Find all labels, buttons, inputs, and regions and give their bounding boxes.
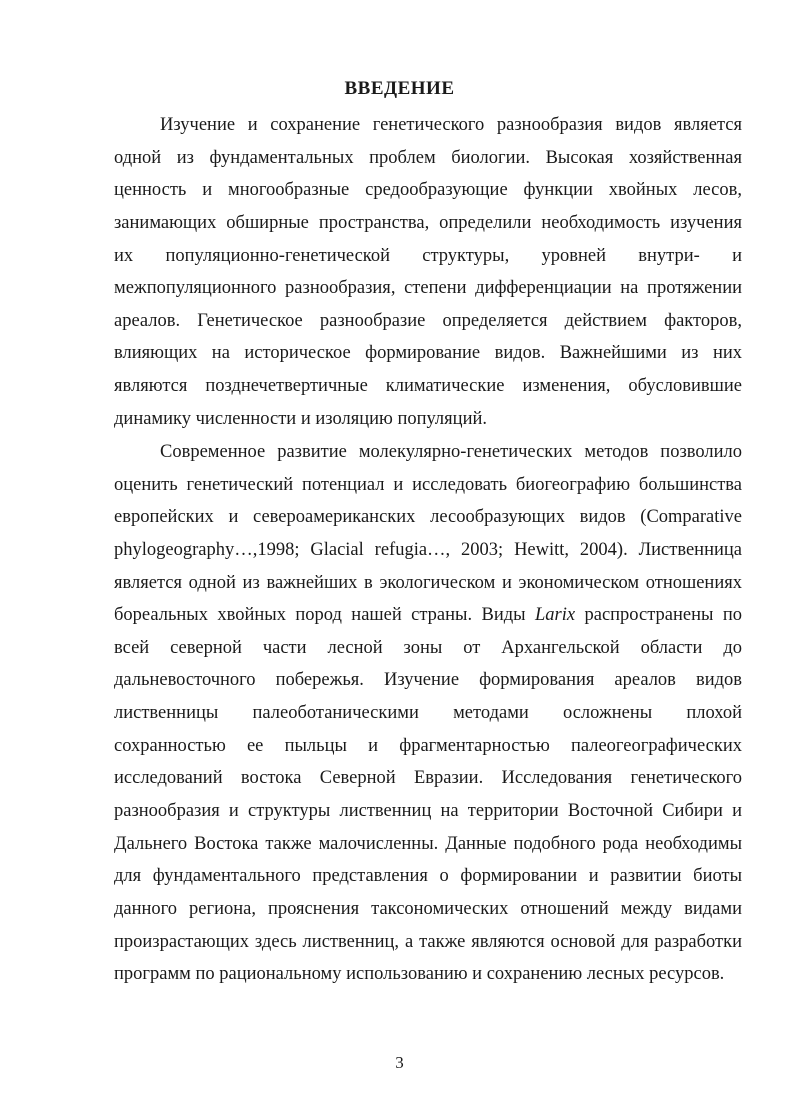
text-line [114, 601, 742, 634]
text-line: программ по рациональному использованию и сохранению лесных ресурсов. [114, 964, 725, 985]
text-line: произрастающих здесь лиственниц, а также являются основой для разработки [114, 931, 742, 952]
text-line: их популяционно-генетической структуры, уровней внутри- и [114, 245, 742, 266]
paragraph [114, 438, 742, 993]
page-number: 3 [395, 1053, 404, 1072]
text-line: Дальнего Востока также малочисленны. Данные подобного рода необходимы [114, 833, 742, 854]
line-text: распространены по [575, 605, 742, 626]
text-line: сохранностью ее пыльцы и фрагментарностью палеогеографических [114, 735, 742, 756]
text-line: европейских и североамериканских лесообразующих видов (Comparative [114, 507, 742, 528]
paragraph [114, 111, 742, 437]
text-line: являются позднечетвертичные климатические изменения, обусловившие [114, 376, 742, 397]
text-line: Изучение и сохранение генетического разнообразия видов является [160, 115, 742, 135]
text-line: исследований востока Северной Евразии. Исследования генетического [114, 768, 742, 789]
text-line: занимающих обширные пространства, определили необходимость изучения [114, 212, 742, 233]
text-line: влияющих на историческое формирование видов. Важнейшими из них [114, 343, 742, 364]
text-line: лиственницы палеоботаническими методами осложнены плохой [114, 703, 742, 724]
text-line: является одной из важнейших в экологическом и экономическом отношениях [114, 572, 742, 593]
text-line: разнообразия и структуры лиственниц на территории Восточной Сибири и [114, 801, 742, 822]
text-line: ареалов. Генетическое разнообразие определяется действием факторов, [114, 310, 742, 331]
text-line: межпопуляционного разнообразия, степени дифференциации на протяжении [114, 278, 742, 299]
text-line: Современное развитие молекулярно-генетических методов позволило [160, 442, 742, 462]
text-line: ценность и многообразные средообразующие функции хвойных лесов, [114, 180, 742, 201]
line-text: бореальных хвойных пород нашей страны. Виды [114, 605, 535, 626]
page-title: ВВЕДЕНИЕ [344, 78, 455, 99]
text-line: для фундаментального представления о формировании и развитии биоты [114, 866, 742, 887]
text-line: дальневосточного побережья. Изучение формирования ареалов видов [114, 670, 742, 691]
text-line: phylogeography…,1998; Glacial refugia…, 2003; Hewitt, 2004). Лиственница [114, 539, 742, 560]
text-line: одной из фундаментальных проблем биологии. Высокая хозяйственная [114, 147, 742, 168]
text-line: всей северной части лесной зоны от Архангельской области до [114, 637, 742, 658]
text-line: оценить генетический потенциал и исследовать биогеографию большинства [114, 474, 742, 495]
text-line: динамику численности и изоляцию популяций. [114, 408, 487, 429]
text-line: данного региона, прояснения таксономических отношений между видами [114, 898, 742, 919]
italic-term: Larix [534, 605, 576, 626]
